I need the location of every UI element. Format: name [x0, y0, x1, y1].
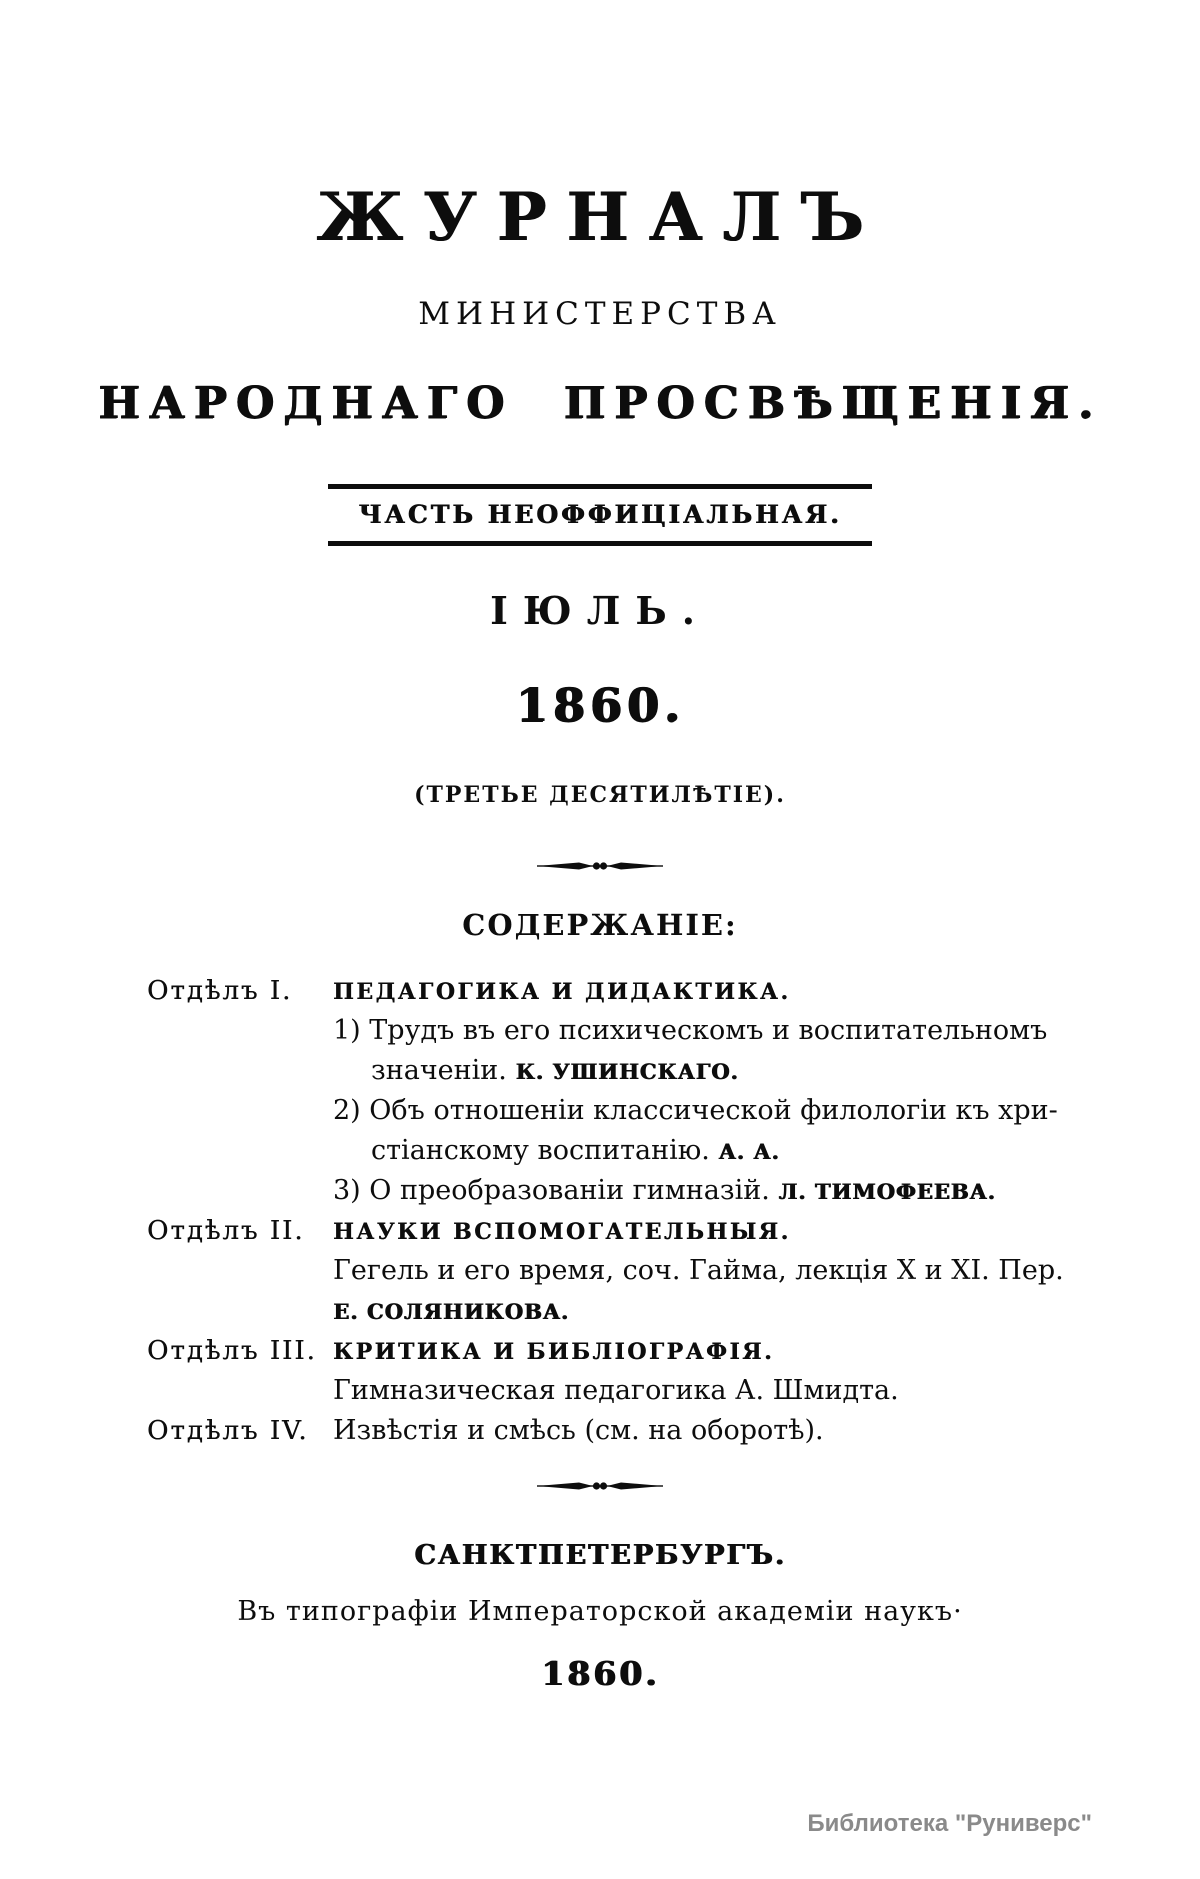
journal-title: ЖУРНАЛЪ	[316, 178, 884, 256]
toc-section-label	[147, 1011, 333, 1051]
entry-text: 2) Объ отношеніи классической филологіи къ хри-	[333, 1095, 1058, 1126]
toc-section-label	[147, 1251, 333, 1291]
toc-section-label	[147, 1091, 333, 1131]
author-name: Е. СОЛЯНИКОВА.	[333, 1299, 569, 1324]
toc-entry	[333, 1051, 1107, 1091]
toc-row	[147, 1251, 1107, 1291]
toc-section-label: Отдѣлъ I.	[147, 976, 293, 1006]
imprint-year: 1860.	[540, 1654, 660, 1693]
entry-text: 3) О преобразованіи гимназій.	[333, 1175, 779, 1206]
toc-entry	[333, 1211, 1107, 1251]
contents-heading: СОДЕРЖАНІЕ:	[462, 908, 738, 942]
toc-row	[147, 1211, 1107, 1251]
toc-entry	[333, 1411, 1107, 1451]
toc-section-label	[147, 1171, 333, 1211]
department-line: НАРОДНАГО ПРОСВѢЩЕНІЯ.	[98, 378, 1102, 429]
issue-month: ІЮЛЬ.	[490, 588, 710, 633]
toc-entry	[333, 1371, 1107, 1411]
author-name: А. А.	[718, 1139, 780, 1164]
entry-text: значеніи.	[371, 1055, 516, 1086]
toc-entry	[333, 1251, 1107, 1291]
toc-entry	[333, 971, 1107, 1011]
toc-row	[147, 1131, 1107, 1171]
toc-entry	[333, 1331, 1107, 1371]
toc-section-label: Отдѣлъ II.	[147, 1216, 305, 1246]
issue-year: 1860.	[515, 678, 685, 732]
entry-text: Гегель и его время, соч. Гайма, лекція X и XI. Пер.	[333, 1255, 1064, 1286]
library-watermark: Библиотека "Руниверс"	[807, 1810, 1092, 1837]
divider-ornament-bottom	[0, 1478, 1200, 1498]
toc-row	[147, 1291, 1107, 1331]
toc-section-label	[147, 1051, 333, 1091]
toc-row	[147, 1411, 1107, 1451]
toc-section-label	[147, 1291, 333, 1331]
entry-text: стіанскому воспитанію.	[371, 1135, 719, 1166]
toc-row	[147, 1371, 1107, 1411]
toc-section-label: Отдѣлъ III.	[147, 1336, 317, 1366]
entry-text: НАУКИ ВСПОМОГАТЕЛЬНЫЯ.	[333, 1219, 791, 1245]
toc-entry	[333, 1171, 1107, 1211]
toc-section-label	[147, 1131, 333, 1171]
toc-entry	[333, 1291, 1107, 1331]
toc-row	[147, 1011, 1107, 1051]
toc-row	[147, 1051, 1107, 1091]
toc-section-label	[147, 1371, 333, 1411]
toc-row	[147, 1091, 1107, 1131]
entry-text: КРИТИКА И БИБЛІОГРАФІЯ.	[333, 1339, 775, 1365]
toc-section-label: Отдѣлъ IV.	[147, 1416, 309, 1446]
toc-entry	[333, 1091, 1107, 1131]
entry-text: Извѣстія и смѣсь (см. на оборотѣ).	[333, 1415, 824, 1446]
decade-note: (ТРЕТЬЕ ДЕСЯТИЛѢТІЕ).	[414, 782, 786, 808]
imprint-city: САНКТПЕТЕРБУРГЪ.	[414, 1540, 786, 1571]
toc-row	[147, 971, 1107, 1011]
entry-text: 1) Трудъ въ его психическомъ и воспитательномъ	[333, 1015, 1048, 1046]
imprint-publisher: Въ типографіи Императорской академіи наукъ·	[237, 1596, 963, 1627]
toc-row	[147, 1331, 1107, 1371]
toc-entry	[333, 1131, 1107, 1171]
toc-entry	[333, 1011, 1107, 1051]
toc	[147, 971, 1107, 1451]
toc-row	[147, 1171, 1107, 1211]
divider-ornament-top	[0, 858, 1200, 878]
part-banner-wrap	[0, 484, 1200, 546]
author-name: Л. ТИМОФЕЕВА.	[778, 1179, 996, 1204]
entry-text: Гимназическая педагогика А. Шмидта.	[333, 1375, 899, 1406]
author-name: К. УШИНСКАГО.	[515, 1059, 739, 1084]
part-banner: ЧАСТЬ НЕОФФИЦІАЛЬНАЯ.	[328, 484, 871, 546]
ministry-line: МИНИСТЕРСТВА	[418, 296, 782, 332]
entry-text: ПЕДАГОГИКА И ДИДАКТИКА.	[333, 979, 791, 1005]
